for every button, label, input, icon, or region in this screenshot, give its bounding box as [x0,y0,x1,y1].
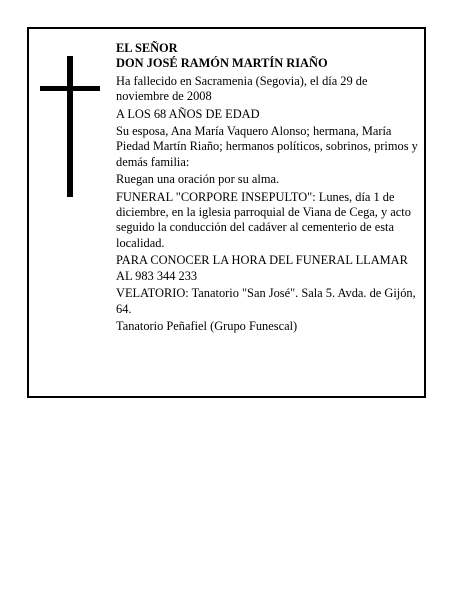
notice-text [116,41,422,336]
funeral-details: FUNERAL "CORPORE INSEPULTO": Lunes, día 1 de diciembre, en la iglesia parroquial de Viana de Cega, y acto seguido la conducción del cadáver al cementerio de esta localidad. [116,189,411,250]
passing-statement: Ha fallecido en Sacramenia (Segovia), el día 29 de noviembre de 2008 [116,73,368,104]
age-statement: A LOS 68 AÑOS DE EDAD [116,106,260,121]
family-statement: Su esposa, Ana María Vaquero Alonso; hermana, María Piedad Martín Riaño; hermanos políticos, sobrinos, primos y demás familia: [116,124,418,169]
prayer-request: Ruegan una oración por su alma. [116,172,280,187]
cross-vertical-bar [67,56,73,197]
obituary-notice [27,27,426,398]
wake-details: VELATORIO: Tanatorio "San José". Sala 5. Avda. de Gijón, 64. [116,286,416,316]
notice-title: EL SEÑOR [116,41,178,55]
funeral-home: Tanatorio Peñafiel (Grupo Funescal) [116,318,298,333]
funeral-time-info: PARA CONOCER LA HORA DEL FUNERAL LLAMAR AL 983 344 233 [116,253,408,283]
deceased-name: DON JOSÉ RAMÓN MARTÍN RIAÑO [116,56,328,71]
cross-horizontal-bar [40,86,100,91]
